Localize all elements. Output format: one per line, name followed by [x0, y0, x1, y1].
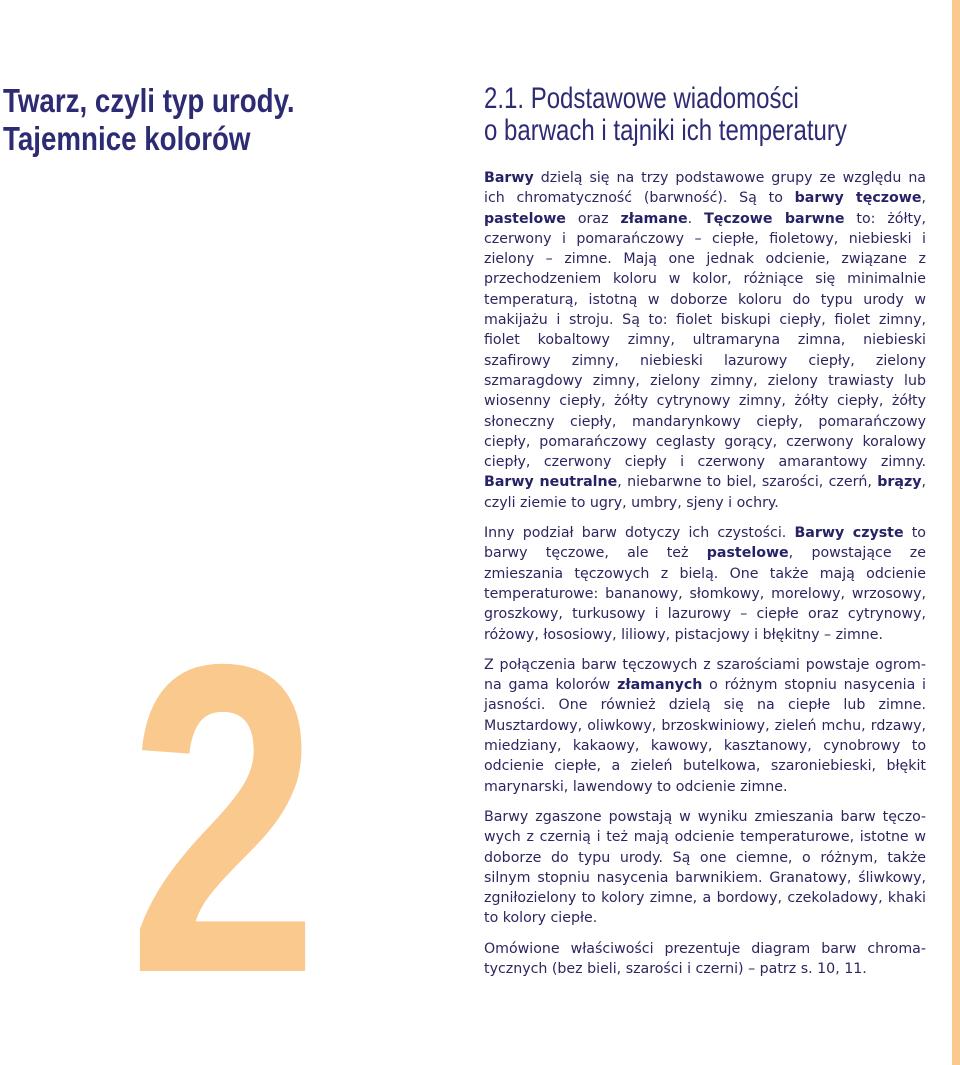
- chapter-title: [3, 82, 339, 158]
- text-run: , powstające ze zmieszania tęczowych z bielą. One także mają odcienie temperaturowe: bananowy, słomkowy, morelowy, wrzosowy, groszkowy, turkusowy i lazurowy – ciepłe oraz cytrynowy, różowy, łososiowy, liliowy, pistacjowy i błękitny – zimne.: [484, 545, 926, 643]
- chapter-title-line-1: Twarz, czyli typ urody.: [3, 82, 295, 119]
- text-run: .: [687, 210, 705, 227]
- text-run: Omówione właściwości prezentuje diagram barw chromatycznych (bez bieli, szarości i czerni) – patrz s. 10, 11.: [484, 940, 926, 977]
- section-heading-line-2: o barwach i tajniki ich temperatury: [484, 114, 847, 147]
- text-run: dzielą się na trzy podstawowe grupy ze względu na ich chromatyczność (barwność). Są to: [484, 170, 926, 207]
- bold-term: brązy: [877, 474, 922, 491]
- text-run: oraz: [565, 210, 621, 227]
- body-paragraph: [484, 655, 926, 797]
- body-text: [484, 168, 926, 989]
- bold-term: pastelowe: [706, 545, 789, 562]
- chapter-number: 2: [128, 574, 319, 1065]
- bold-term: Barwy: [484, 170, 534, 186]
- page-edge-accent-bar: [952, 0, 960, 1065]
- body-paragraph: [484, 939, 926, 980]
- body-paragraph: [484, 523, 926, 645]
- section-heading-line-1: 2.1. Podstawowe wiadomości: [484, 82, 799, 115]
- body-paragraph: [484, 807, 926, 929]
- text-run: Z połączenia barw tęczowych z szarościami powstaje ogromna gama kolorów: [484, 656, 926, 694]
- bold-term: Barwy neutralne: [484, 474, 618, 491]
- bold-term: barwy tęczowe: [794, 190, 922, 207]
- text-run: o różnym stopniu nasycenia i jasności. One również dzielą się na ciepłe lub zimne. Musztardowy, oliwkowy, brzoskwiniowy, zieleń mchu, rdzawy, miedziany, kakaowy, kawowy, kasztanowy, cynobrowy to odcienie ciepłe, a zieleń butelkowa, szaroniebieski, błękit marynarski, lawendowy to odcienie zimne.: [484, 677, 926, 795]
- bold-term: Barwy czyste: [794, 525, 904, 542]
- text-run: , czyli ziemie to ugry, umbry, sjeny i ochry.: [484, 474, 926, 511]
- section-heading: [484, 83, 868, 147]
- bold-term: Tęczowe barwne: [704, 210, 845, 227]
- text-run: to: żółty, czerwony i pomarańczowy – ciepłe, fioletowy, niebieski i zielony – zimne. Mają one jednak odcienie, związane z przechodzeniem koloru w kolor, różniące się minimalnie temperaturą, istotną w doborze koloru do typu urody w makijażu i stroju. Są to: fiolet biskupi ciepły, fiolet zimny, fiolet kobaltowy zimny, ultramaryna zimna, niebieski szafirowy zimny, niebieski lazurowy ciepły, zielony szmaragdowy zimny, zielony zimny, zielony trawiasty lub wiosenny ciepły, żółty cytrynowy zimny, żółty ciepły, żółty słoneczny ciepły, mandarynkowy ciepły, pomarańczowy ciepły, pomarańczowy ceglasty gorący, czerwony koralowy ciepły, czerwony ciepły i czerwony amarantowy zimny.: [484, 210, 926, 471]
- text-run: Inny podział barw dotyczy ich czystości.: [484, 525, 795, 542]
- bold-term: złamane: [620, 210, 688, 227]
- text-run: , niebarwne to biel, szarości, czerń,: [617, 474, 878, 491]
- bold-term: pastelowe: [484, 210, 566, 227]
- text-run: ,: [921, 190, 926, 207]
- text-run: to barwy tęczowe, ale też: [484, 525, 926, 562]
- body-paragraph: [484, 168, 926, 513]
- text-run: Barwy zgaszone powstają w wyniku zmieszania barw tęczowych z czernią i też mają odcienie temperaturowe, istotne w doborze do typu urody. Są one ciemne, o różnym, także silnym stopniu nasycenia barwnikiem. Granatowy, śliwkowy, zgniłozielony to kolory zimne, a bordowy, czekoladowy, khaki to kolory ciepłe.: [484, 808, 926, 927]
- bold-term: złamanych: [617, 677, 703, 694]
- chapter-title-line-2: Tajemnice kolorów: [3, 120, 251, 157]
